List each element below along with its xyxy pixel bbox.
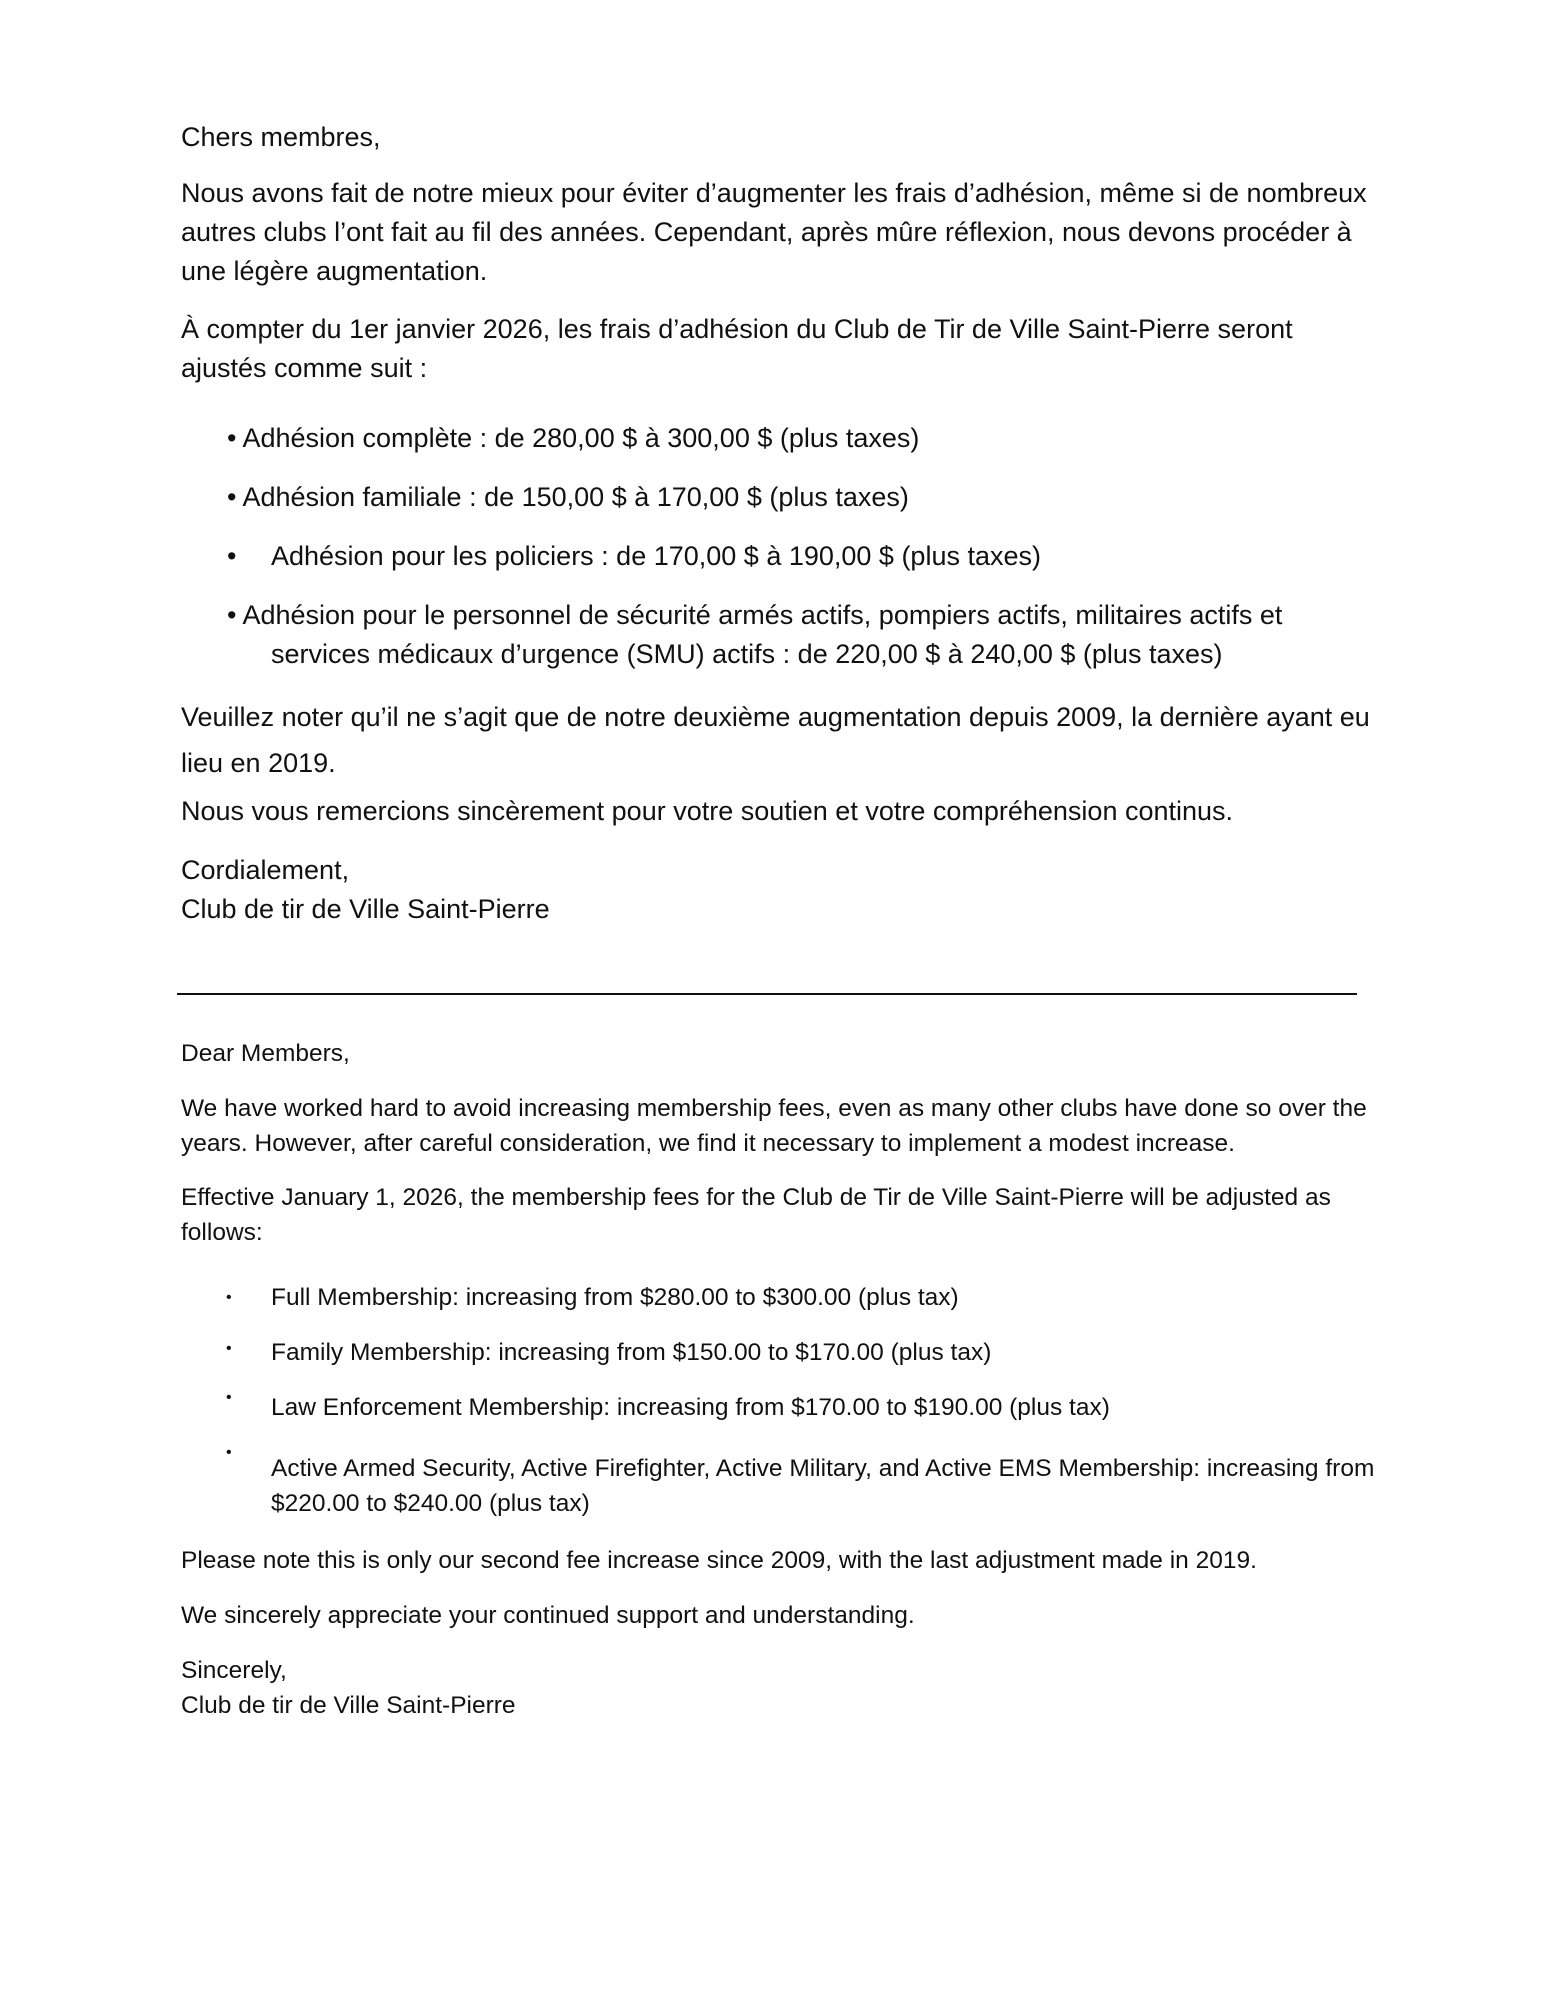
french-signature: Club de tir de Ville Saint-Pierre — [181, 894, 550, 924]
french-fee-item — [181, 596, 1381, 674]
french-intro-paragraph: Nous avons fait de notre mieux pour éviter d’augmenter les frais d’adhésion, même si de nombreux autres clubs l’ont fait au fil des années. Cependant, après mûre réflexion, nous devons procéder à une légère augmentation. — [181, 178, 1367, 286]
english-fee-item — [181, 1335, 1381, 1370]
french-fee-item-text: Adhésion complète : de 280,00 $ à 300,00 $ (plus taxes) — [242, 423, 920, 453]
french-fee-item-text: Adhésion pour les policiers : de 170,00 $ à 190,00 $ (plus taxes) — [271, 541, 1041, 571]
bullet-icon: • — [227, 423, 237, 453]
english-fee-item — [181, 1390, 1381, 1425]
english-note: Please note this is only our second fee increase since 2009, with the last adjustment made in 2019. — [181, 1547, 1257, 1574]
section-divider — [177, 993, 1357, 995]
french-fee-item — [181, 478, 1381, 517]
bullet-icon: • — [226, 1389, 232, 1406]
english-fee-item-text: Active Armed Security, Active Firefighter, Active Military, and Active EMS Membership: increasing from $220.00 to $240.00 (plus tax) — [271, 1455, 1375, 1517]
bullet-icon: • — [227, 482, 237, 512]
english-intro-paragraph: We have worked hard to avoid increasing membership fees, even as many other clubs have done so over the years. However, after careful consideration, we find it necessary to implement a modest increase. — [181, 1095, 1367, 1157]
english-fee-list — [181, 1280, 1381, 1521]
french-fee-item-text: Adhésion familiale : de 150,00 $ à 170,00 $ (plus taxes) — [242, 482, 909, 512]
english-section — [181, 1036, 1381, 1723]
french-effective-paragraph: À compter du 1er janvier 2026, les frais d’adhésion du Club de Tir de Ville Saint-Pierre seront ajustés comme suit : — [181, 314, 1293, 383]
french-fee-item-text: Adhésion pour le personnel de sécurité armés actifs, pompiers actifs, militaires actifs et services médicaux d’urgence (SMU) actifs : de 220,00 $ à 240,00 $ (plus taxes) — [242, 600, 1283, 669]
french-thanks: Nous vous remercions sincèrement pour votre soutien et votre compréhension continus. — [181, 796, 1234, 826]
french-fee-item — [181, 537, 1381, 576]
bullet-icon: • — [227, 600, 237, 630]
bullet-icon: • — [226, 1289, 232, 1306]
english-fee-item — [181, 1280, 1381, 1315]
bullet-icon: • — [226, 1340, 232, 1357]
english-signature: Club de tir de Ville Saint-Pierre — [181, 1692, 516, 1719]
english-fee-item-text: Full Membership: increasing from $280.00 to $300.00 (plus tax) — [271, 1284, 959, 1311]
english-fee-item-text: Law Enforcement Membership: increasing from $170.00 to $190.00 (plus tax) — [271, 1394, 1110, 1421]
english-fee-item — [181, 1444, 1381, 1521]
french-fee-item — [181, 419, 1381, 458]
french-section — [181, 118, 1381, 929]
french-fee-list — [181, 419, 1381, 674]
bullet-icon: • — [226, 1444, 232, 1461]
english-thanks: We sincerely appreciate your continued support and understanding. — [181, 1602, 915, 1629]
english-fee-item-text: Family Membership: increasing from $150.00 to $170.00 (plus tax) — [271, 1339, 992, 1366]
french-greeting: Chers membres, — [181, 122, 381, 152]
english-greeting: Dear Members, — [181, 1040, 350, 1067]
french-closing: Cordialement, — [181, 855, 350, 885]
french-note: Veuillez noter qu’il ne s’agit que de notre deuxième augmentation depuis 2009, la dernière ayant eu lieu en 2019. — [181, 702, 1370, 778]
english-effective-paragraph: Effective January 1, 2026, the membership fees for the Club de Tir de Ville Saint-Pierre will be adjusted as follows: — [181, 1184, 1331, 1246]
bullet-icon: • — [227, 541, 237, 571]
english-closing: Sincerely, — [181, 1657, 287, 1684]
